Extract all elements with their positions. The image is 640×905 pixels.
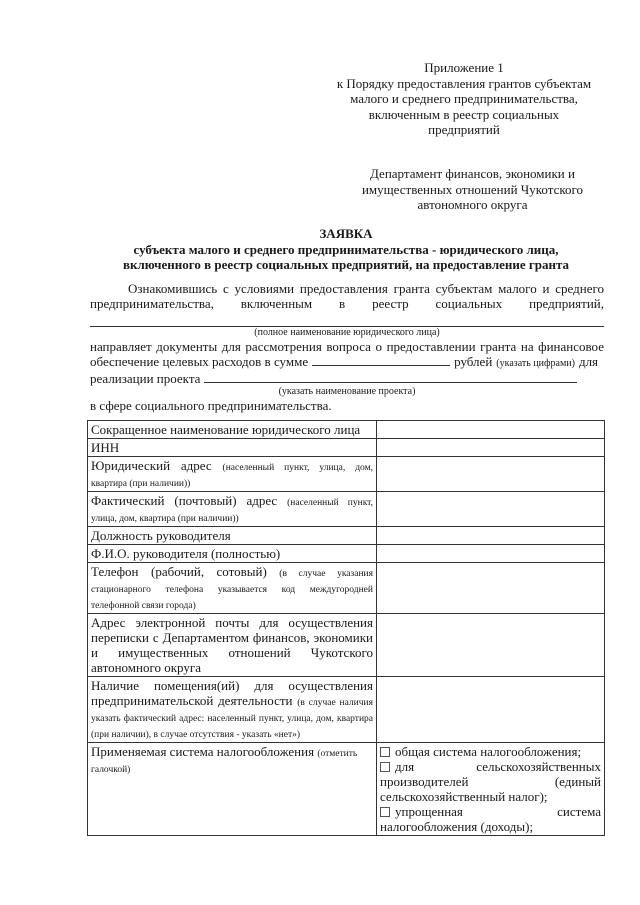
tax-option[interactable]	[380, 759, 601, 804]
currency-label: рублей	[454, 354, 493, 369]
project-label: реализации проекта	[90, 371, 201, 386]
project-blank[interactable]	[204, 371, 577, 383]
title-heading: ЗАЯВКА	[319, 226, 373, 241]
field-value-cell[interactable]	[377, 677, 605, 743]
document-title	[90, 226, 602, 273]
amount-line	[90, 354, 604, 371]
field-label: Телефон (рабочий, сотовый)	[91, 564, 267, 579]
amount-note: (указать цифрами)	[496, 358, 575, 369]
table-row	[88, 545, 605, 563]
table-row	[88, 563, 605, 614]
field-value-cell[interactable]	[377, 492, 605, 527]
checkbox-icon[interactable]	[380, 762, 390, 772]
intro-line: Ознакомившись с условиями предоставления гранта субъектам малого и среднего	[128, 281, 604, 296]
tax-options-cell	[377, 743, 605, 836]
field-value-cell[interactable]	[377, 614, 605, 677]
field-label: Сокращенное наименование юридического лица	[88, 421, 377, 439]
field-note: (населенный пункт, улица, дом, квартира (при наличии))	[91, 463, 374, 489]
department-line: автономного округа	[417, 197, 528, 212]
amount-tail: для	[578, 354, 599, 369]
field-label-cell	[88, 492, 377, 527]
amount-blank[interactable]	[312, 354, 450, 366]
table-row	[88, 614, 605, 677]
appendix-line: к Порядку предоставления грантов субъектам	[336, 75, 592, 91]
tax-option-label: упрощенная система налогообложения (доходы);	[380, 804, 601, 834]
table-row	[88, 743, 605, 836]
intro-line: направляет документы для рассмотрения вопроса о предоставлении гранта на финансовое	[90, 339, 604, 354]
project-caption: (указать наименование проекта)	[278, 386, 416, 397]
legal-name-caption: (полное наименование юридического лица)	[254, 327, 440, 338]
table-row	[88, 492, 605, 527]
applicant-info-table	[87, 420, 605, 836]
field-value-cell[interactable]	[377, 421, 605, 439]
table-row	[88, 439, 605, 457]
table-row	[88, 421, 605, 439]
checkbox-icon[interactable]	[380, 807, 390, 817]
field-value-cell[interactable]	[377, 457, 605, 492]
field-label-cell	[88, 677, 377, 743]
field-label: Фактический (почтовый) адрес	[91, 493, 278, 508]
field-note: (в случае указания стационарного телефона указывается код междугородней телефонной связи города)	[91, 569, 374, 611]
recipient-department	[345, 166, 600, 213]
table-row	[88, 457, 605, 492]
legal-name-blank[interactable]	[90, 312, 604, 327]
field-label: Адрес электронной почты для осуществления переписки с Департаментом финансов, экономики и имущественных отношений Чукотского автономного округа	[88, 614, 377, 677]
tax-option[interactable]	[380, 744, 601, 759]
field-note: (в случае наличия указать фактический адрес: населенный пункт, улица, дом, квартира (при наличии), в случае отсутствия - указать «нет»)	[91, 698, 373, 740]
field-label-cell	[88, 743, 377, 836]
field-label: Применяемая система налогообложения	[91, 744, 315, 759]
title-line: субъекта малого и среднего предпринимательства - юридического лица,	[133, 241, 559, 257]
field-value-cell[interactable]	[377, 545, 605, 563]
appendix-line: предприятий	[428, 122, 500, 137]
tax-option-label: для сельскохозяйственных производителей (единый сельскохозяйственный налог);	[380, 759, 601, 804]
checkbox-icon[interactable]	[380, 747, 390, 757]
field-label-cell	[88, 563, 377, 614]
title-line: включенного в реестр социальных предприятий, на предоставление гранта	[122, 257, 570, 272]
intro-line: в сфере социального предпринимательства.	[90, 398, 332, 413]
field-label: Наличие помещения(ий) для осуществления предпринимательской деятельности	[91, 678, 373, 708]
project-line	[90, 371, 604, 386]
intro-line: предпринимательства, включенным в реестр социальных предприятий,	[90, 296, 604, 311]
tax-option[interactable]	[380, 804, 601, 834]
amount-label: обеспечение целевых расходов в сумме	[90, 354, 309, 369]
department-line: имущественных отношений Чукотского	[361, 181, 584, 197]
field-value-cell[interactable]	[377, 563, 605, 614]
field-label: Юридический адрес	[91, 458, 212, 473]
field-label-cell	[88, 457, 377, 492]
field-label: Ф.И.О. руководителя (полностью)	[88, 545, 377, 563]
table-row	[88, 527, 605, 545]
field-label: ИНН	[88, 439, 377, 457]
field-label: Должность руководителя	[88, 527, 377, 545]
tax-option-label: общая система налогообложения;	[395, 744, 582, 759]
field-value-cell[interactable]	[377, 527, 605, 545]
table-row	[88, 677, 605, 743]
appendix-line: включенным в реестр социальных	[368, 106, 560, 122]
appendix-line: малого и среднего предпринимательства,	[350, 91, 578, 106]
appendix-header	[330, 60, 598, 138]
department-line: Департамент финансов, экономики и	[370, 166, 575, 181]
field-note: (отметить галочкой)	[91, 749, 358, 775]
intro-paragraph	[90, 281, 604, 413]
appendix-line: Приложение 1	[424, 60, 504, 75]
field-value-cell[interactable]	[377, 439, 605, 457]
field-note: (населенный пункт, улица, дом, квартира (при наличии))	[91, 498, 373, 524]
